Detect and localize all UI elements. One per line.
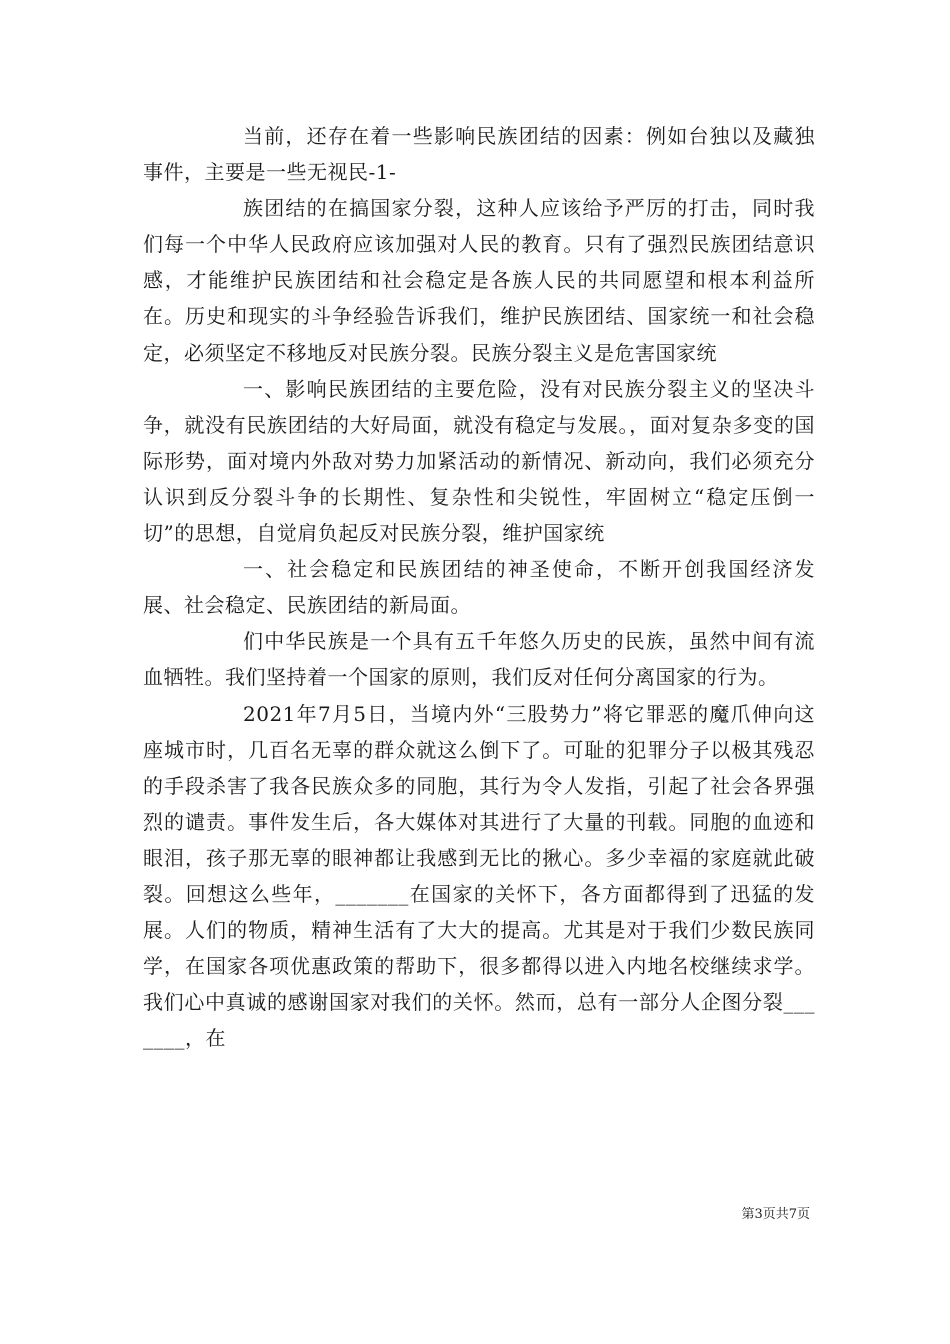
paragraph-4: 一、社会稳定和民族团结的神圣使命，不断开创我国经济发展、社会稳定、民族团结的新局面。 [143, 557, 815, 618]
page-number-footer: 第3页共7页 [741, 1207, 810, 1222]
paragraph-3: 一、影响民族团结的主要危险，没有对民族分裂主义的坚决斗争，就没有民族团结的大好局面，就没有稳定与发展。，面对复杂多变的国际形势，面对境内外敌对势力加紧活动的新情况、新动向，我们必须充分认识到反分裂斗争的长期性、复杂性和尖锐性，牢固树立“稳定压倒一切”的思想，自觉肩负起反对民族分裂，维护国家统 [143, 376, 815, 546]
paragraph-6: 2021年7月5日，当境内外“三股势力”将它罪恶的魔爪伸向这座城市时，几百名无辜的群众就这么倒下了。可耻的犯罪分子以极其残忍的手段杀害了我各民族众多的同胞，其行为令人发指，引起了社会各界强烈的谴责。事件发生后，各大媒体对其进行了大量的刊载。同胞的血迹和眼泪，孩子那无辜的眼神都让我感到无比的揪心。多少幸福的家庭就此破裂。回想这么些年，_______在国家的关怀下，各方面都得到了迅猛的发展。人们的物质，精神生活有了大大的提高。尤其是对于我们少数民族同学，在国家各项优惠政策的帮助下，很多都得以进入内地名校继续求学。我们心中真诚的感谢国家对我们的关怀。然而，总有一部分人企图分裂_______，在 [143, 701, 815, 1051]
paragraph-2: 族团结的在搞国家分裂，这种人应该给予严厉的打击，同时我们每一个中华人民政府应该加强对人民的教育。只有了强烈民族团结意识感，才能维护民族团结和社会稳定是各族人民的共同愿望和根本利益所在。历史和现实的斗争经验告诉我们，维护民族团结、国家统一和社会稳定，必须坚定不移地反对民族分裂。民族分裂主义是危害国家统 [143, 196, 815, 365]
paragraph-1: 当前，还存在着一些影响民族团结的因素：例如台独以及藏独事件，主要是一些无视民-1- [143, 124, 815, 185]
paragraph-5: 们中华民族是一个具有五千年悠久历史的民族，虽然中间有流血牺牲。我们坚持着一个国家的原则，我们反对任何分离国家的行为。 [143, 629, 815, 690]
document-body [143, 118, 815, 1056]
